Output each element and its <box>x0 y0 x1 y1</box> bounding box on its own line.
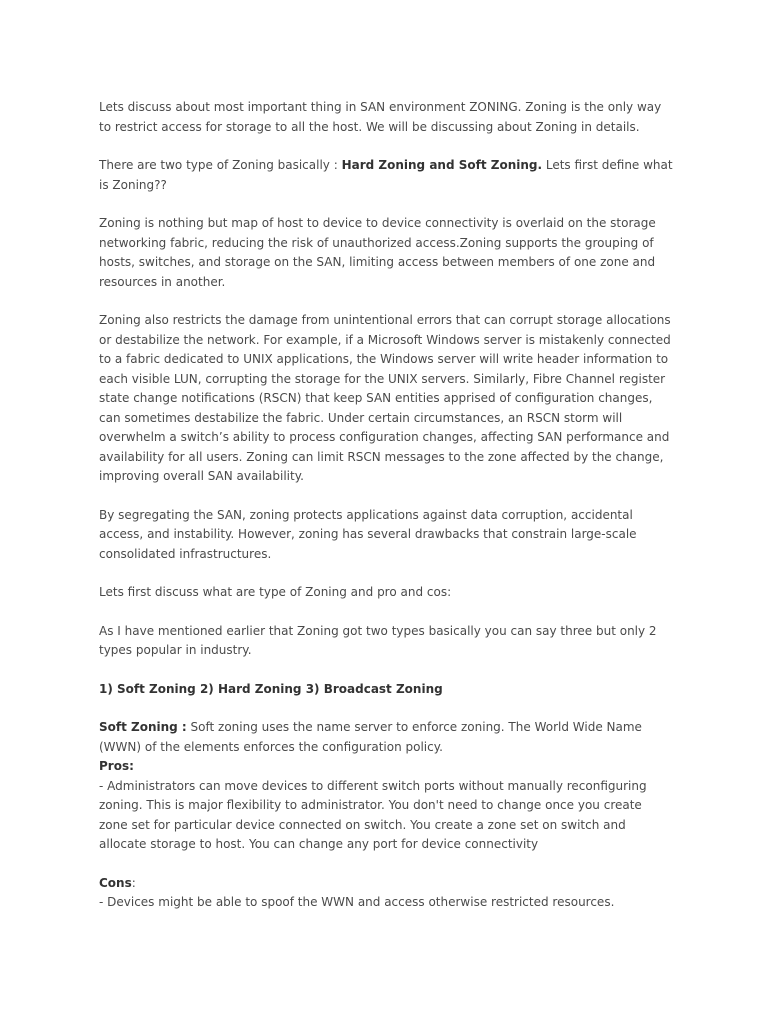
soft-zoning-paragraph <box>99 718 674 757</box>
pros-label <box>99 757 674 777</box>
soft-zoning-label: Soft Zoning : <box>99 720 187 734</box>
zoning-types-pre: There are two type of Zoning basically : <box>99 158 342 172</box>
zoning-types-post: Lets first define what is Zoning?? <box>99 158 673 192</box>
cons-label-text: Cons <box>99 875 132 890</box>
types-count-paragraph: As I have mentioned earlier that Zoning got two types basically you can say three but only 2 types popular in industry. <box>99 623 657 657</box>
cons-colon: : <box>131 875 136 890</box>
zoning-definition-paragraph: Zoning is nothing but map of host to device to device connectivity is overlaid on the storage networking fabric, reducing the risk of unauthorized access.Zoning supports the grouping of hosts, switches, and storage on the SAN, limiting access between members of one zone and resources in another. <box>99 216 656 289</box>
segregation-paragraph: By segregating the SAN, zoning protects applications against data corruption, accidental access, and instability. However, zoning has several drawbacks that constrain large-scale consolidated infrastructures. <box>99 507 637 561</box>
zoning-types-paragraph <box>99 156 674 195</box>
cons-label <box>99 874 674 894</box>
soft-zoning-text: Soft zoning uses the name server to enforce zoning. The World Wide Name (WWN) of the elements enforces the configuration policy. <box>99 720 642 754</box>
document-page <box>99 98 674 913</box>
pros-text: - Administrators can move devices to different switch ports without manually reconfiguring zoning. This is major flexibility to administrator. You don't need to change once you create zone set for particular device connected on switch. You create a zone set on switch and allocate storage to host. You can change any port for device connectivity <box>99 778 647 851</box>
types-intro-paragraph: Lets first discuss what are type of Zoning and pro and cos: <box>99 585 452 599</box>
pros-label-text: Pros: <box>99 759 134 773</box>
zoning-types-bold: Hard Zoning and Soft Zoning. <box>341 158 543 172</box>
intro-paragraph: Lets discuss about most important thing in SAN environment ZONING. Zoning is the only way to restrict access for storage to all the host. We will be discussing about Zoning in details. <box>99 100 662 134</box>
cons-text: - Devices might be able to spoof the WWN and access otherwise restricted resources. <box>99 895 615 909</box>
zoning-restrictions-paragraph: Zoning also restricts the damage from unintentional errors that can corrupt storage allocations or destabilize the network. For example, if a Microsoft Windows server is mistakenly connected to a fabric dedicated to UNIX applications, the Windows server will write header information to each visible LUN, corrupting the storage for the UNIX servers. Similarly, Fibre Channel register state change notifications (RSCN) that keep SAN entities apprised of configuration changes, can sometimes destabilize the fabric. Under certain circumstances, an RSCN storm will overwhelm a switch’s ability to process configuration changes, affecting SAN performance and availability for all users. Zoning can limit RSCN messages to the zone affected by the change, improving overall SAN availability. <box>99 313 671 483</box>
zoning-list-heading: 1) Soft Zoning 2) Hard Zoning 3) Broadcast Zoning <box>99 681 443 696</box>
